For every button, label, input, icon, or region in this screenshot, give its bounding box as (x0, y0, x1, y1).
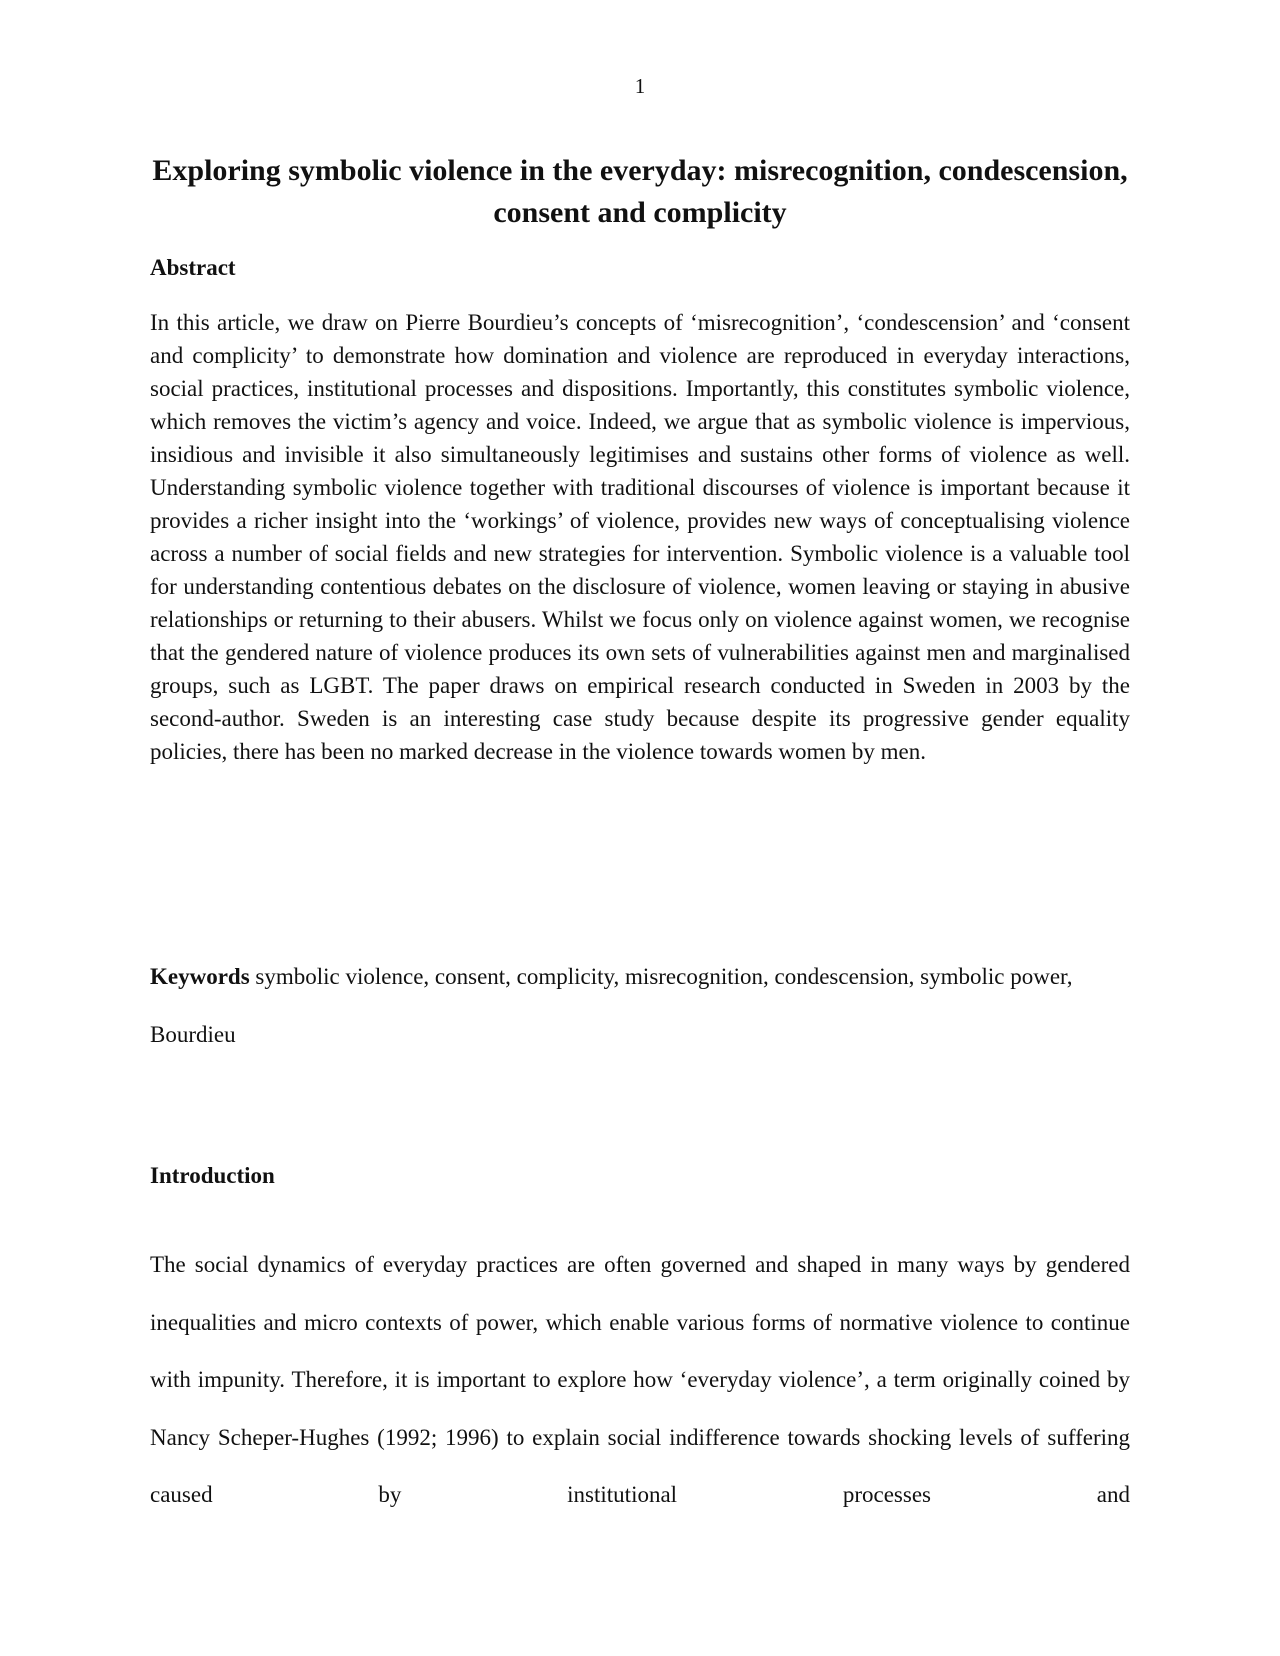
keywords-section (150, 948, 1130, 1063)
page-number: 1 (634, 74, 646, 98)
introduction-heading: Introduction (150, 1163, 275, 1188)
article-title: Exploring symbolic violence in the everyday: misrecognition, condescension, consent and complicity (152, 154, 1128, 229)
abstract-heading: Abstract (150, 255, 236, 280)
keywords-list: symbolic violence, consent, complicity, misrecognition, condescension, symbolic power, Bourdieu (150, 964, 1073, 1047)
abstract-paragraph: In this article, we draw on Pierre Bourdieu’s concepts of ‘misrecognition’, ‘condescension’ and ‘consent and complicity’ to demonstrate how domination and violence are reproduced in everyday interactions, social practices, institutional processes and dispositions. Importantly, this constitutes symbolic violence, which removes the victim’s agency and voice. Indeed, we argue that as symbolic violence is impervious, insidious and invisible it also simultaneously legitimises and sustains other forms of violence as well. Understanding symbolic violence together with traditional discourses of violence is important because it provides a richer insight into the ‘workings’ of violence, provides new ways of conceptualising violence across a number of social fields and new strategies for intervention. Symbolic violence is a valuable tool for understanding contentious debates on the disclosure of violence, women leaving or staying in abusive relationships or returning to their abusers. Whilst we focus only on violence against women, we recognise that the gendered nature of violence produces its own sets of vulnerabilities against men and marginalised groups, such as LGBT. The paper draws on empirical research conducted in Sweden in 2003 by the second-author. Sweden is an interesting case study because despite its progressive gender equality policies, there has been no marked decrease in the violence towards women by men. (150, 310, 1130, 764)
introduction-paragraph: The social dynamics of everyday practices are often governed and shaped in many ways by gendered inequalities and micro contexts of power, which enable various forms of normative violence to continue with impunity. Therefore, it is important to explore how ‘everyday violence’, a term originally coined by Nancy Scheper-Hughes (1992; 1996) to explain social indifference towards shocking levels of suffering caused by institutional processes and (150, 1252, 1130, 1507)
keywords-label: Keywords (150, 964, 250, 989)
